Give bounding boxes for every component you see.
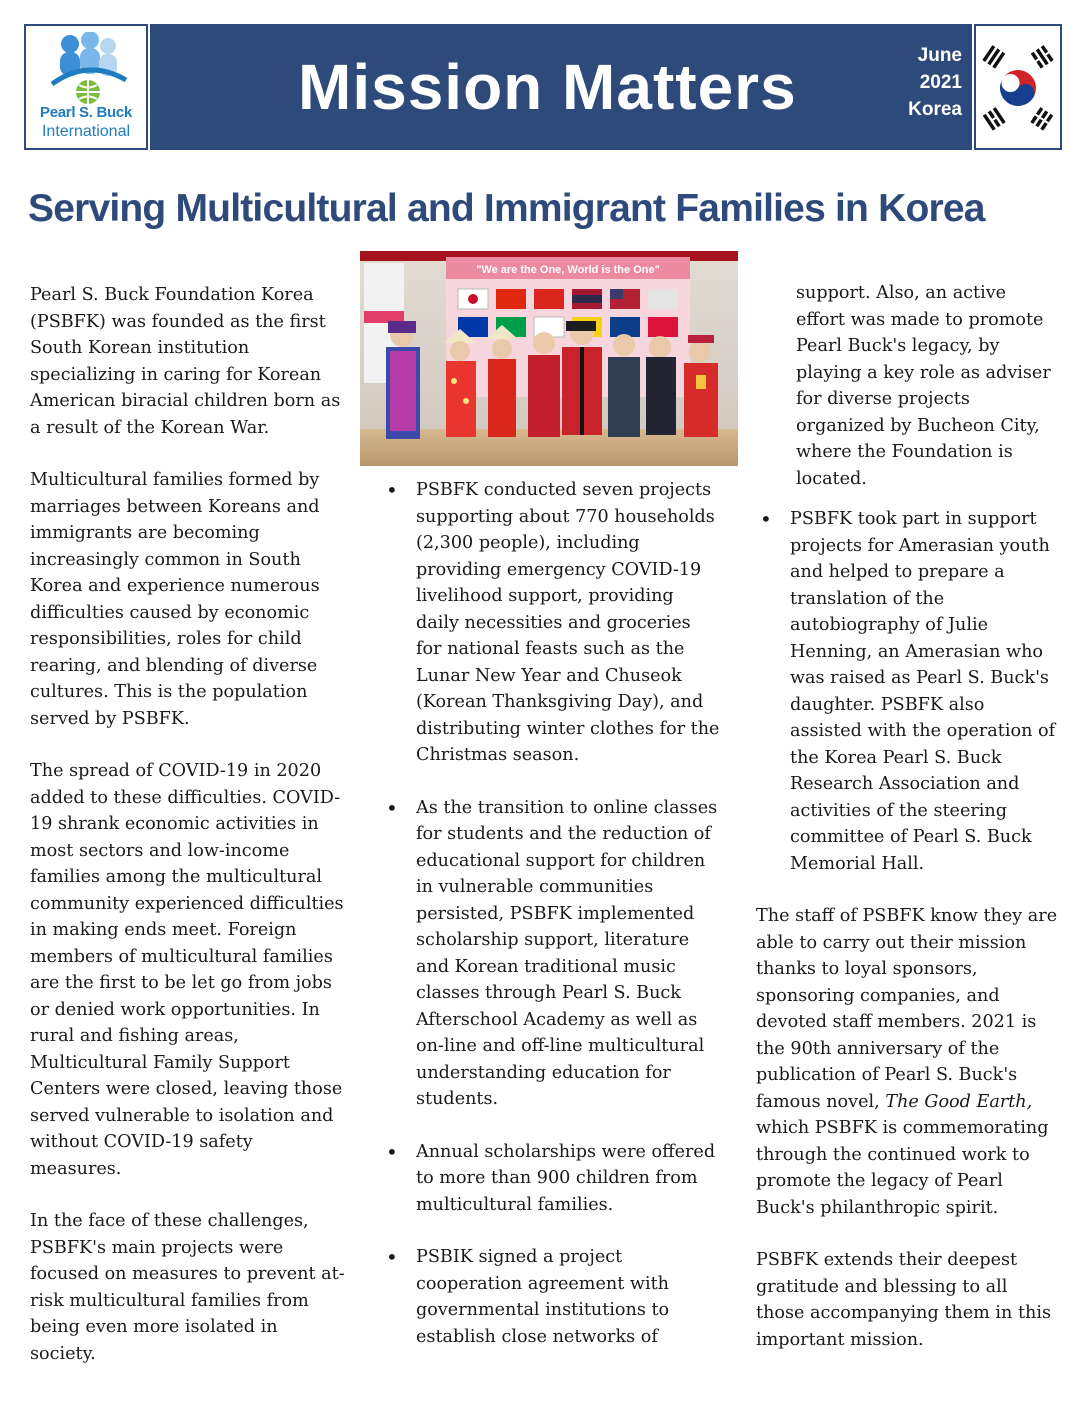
logo-name: Pearl S. Buck — [40, 104, 132, 121]
paragraph-covid: The spread of COVID-19 in 2020 added to these difficulties. COVID-19 shrank economic activities in most sectors and low-income families among the multicultural community experienced difficulties in making ends meet. Foreign members of multicultural families are the first to be let go from jobs or denied work opportunities. In rural and fishing areas, Multicultural Family Support Centers were closed, leaving those served vulnerable to isolation and without COVID-19 safety measures. — [30, 761, 344, 1179]
list-item: • Annual scholarships were offered to more than 900 children from multicultural families. — [386, 1139, 720, 1219]
issue-year: 2021 — [919, 72, 962, 93]
people-globe-icon — [46, 32, 130, 104]
issue-month: June — [917, 45, 962, 66]
newsletter-title: Mission Matters — [298, 51, 797, 123]
children-photo — [360, 251, 738, 466]
staff-text-end: which PSBFK is commemorating through the continued work to promote the legacy of Pearl Buck's philanthropic spirit. — [756, 1118, 1049, 1218]
paragraph-challenges: In the face of these challenges, PSBFK's main projects were focused on measures to prevent at-risk multicultural families from being even more isolated in society. — [30, 1211, 345, 1364]
list-item: • PSBFK took part in support projects for Amerasian youth and helped to prepare a translation of the autobiography of Julie Henning, an Amerasian who was raised as Pearl S. Buck's daughter. PSBFK also assisted with the operation of the Korea Pearl S. Buck Research Association and activities of the steering committee of Pearl S. Buck Memorial Hall. — [756, 506, 1060, 877]
children-in-costumes-image — [360, 251, 738, 466]
list-item: • PSBIK signed a project cooperation agreement with governmental institutions to establish close networks of — [386, 1244, 720, 1350]
column-3 — [756, 280, 1060, 1379]
column-2 — [386, 477, 720, 1376]
issue-date — [908, 42, 962, 123]
paragraph-staff — [756, 903, 1060, 1221]
paragraph-multicultural-families: Multicultural families formed by marriages between Koreans and immigrants are becoming increasingly common in South Korea and experience numerous difficulties caused by economic responsibilities, roles for child rearing, and blending of diverse cultures. This is the population served by PSBFK. — [30, 470, 320, 729]
logo-subtitle: International — [41, 123, 131, 140]
korea-flag-icon — [982, 40, 1054, 136]
amerasian-list — [756, 506, 1060, 877]
staff-text-start: The staff of PSBFK know they are able to carry out their mission thanks to loyal sponsors, sponsoring companies, and devoted staff members. 2021 is the 90th anniversary of the publication of Pearl S. Buck's famous novel, — [756, 906, 1058, 1112]
list-item: • As the transition to online classes for students and the reduction of educational support for children in vulnerable communities persisted, PSBFK implemented scholarship support, literature and Korean traditional music classes through Pearl S. Buck Afterschool Academy as well as on-line and off-line multicultural understanding education for students. — [386, 795, 720, 1113]
organization-logo — [24, 24, 148, 150]
projects-list — [386, 477, 720, 1350]
paragraph-history: Pearl S. Buck Foundation Korea (PSBFK) was founded as the first South Korean institution specializing in caring for Korean American biracial children born as a result of the Korean War. — [30, 285, 341, 438]
bullet-continuation: support. Also, an active effort was made to promote Pearl Buck's legacy, by playing a key role as adviser for diverse projects organized by Bucheon City, where the Foundation is located. — [796, 283, 1051, 489]
article-headline: Serving Multicultural and Immigrant Families in Korea — [28, 187, 985, 230]
title-banner — [150, 24, 972, 150]
flag-frame — [974, 24, 1062, 150]
column-1 — [30, 282, 348, 1393]
issue-country: Korea — [908, 99, 962, 120]
novel-title: The Good Earth, — [885, 1091, 1033, 1112]
photo-banner-text: "We are the One, World is the One" — [476, 264, 660, 276]
list-item: • PSBFK conducted seven projects supporting about 770 households (2,300 people), including providing emergency COVID-19 livelihood support, providing daily necessities and groceries for national feasts such as the Lunar New Year and Chuseok (Korean Thanksgiving Day), and distributing winter clothes for the Christmas season. — [386, 477, 720, 769]
paragraph-gratitude: PSBFK extends their deepest gratitude and blessing to all those accompanying them in this important mission. — [756, 1250, 1052, 1350]
